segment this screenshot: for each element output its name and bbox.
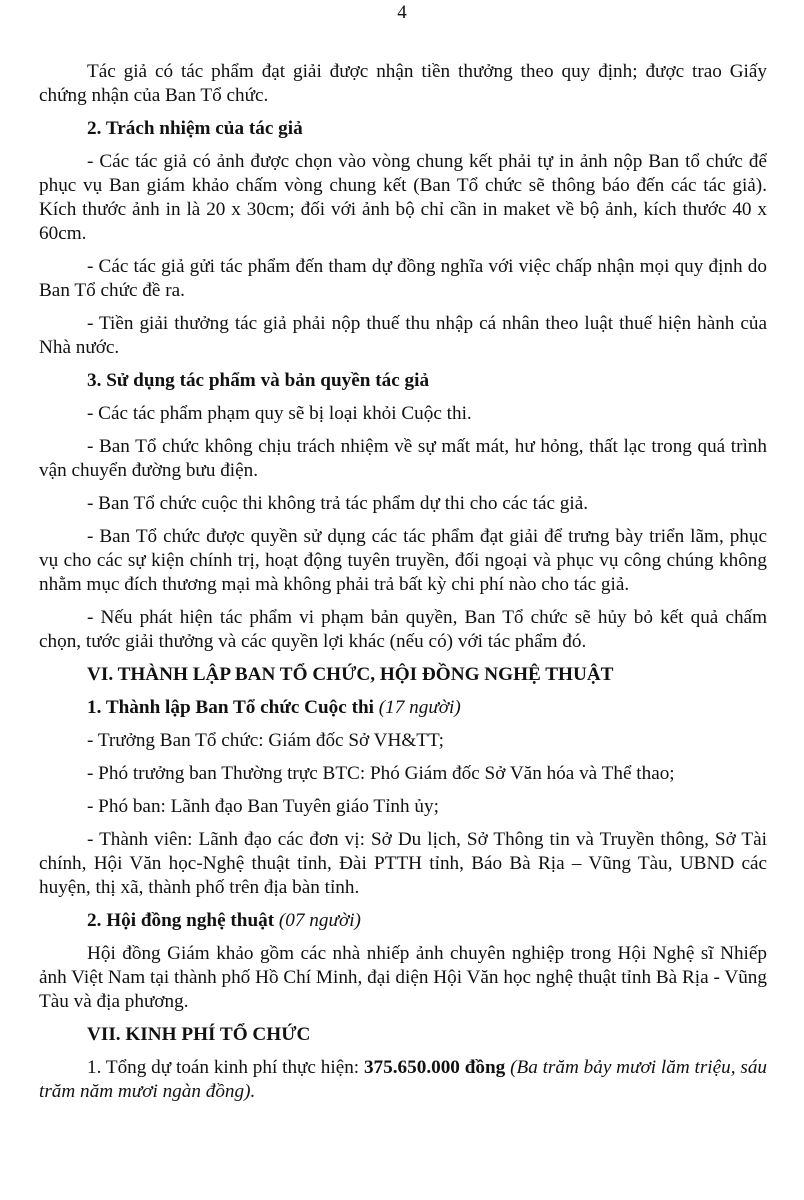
- budget-amount: 375.650.000 đồng: [363, 1057, 506, 1078]
- paragraph: - Các tác giả có ảnh được chọn vào vòng chung kết phải tự in ảnh nộp Ban tổ chức để phục vụ Ban giám khảo chấm vòng chung kết (Ban Tổ chức sẽ thông báo đến các tác giả). Kích thước ảnh in là 20 x 30cm; đối với ảnh bộ chỉ cần in maket về bộ ảnh, kích thước 40 x 60cm.: [39, 151, 767, 244]
- section-heading: [39, 696, 767, 720]
- section-heading: [39, 909, 767, 933]
- paragraph: - Nếu phát hiện tác phẩm vi phạm bản quyền, Ban Tổ chức sẽ hủy bỏ kết quả chấm chọn, tước giải thưởng và các quyền lợi khác (nếu có) với tác phẩm đó.: [39, 607, 767, 652]
- budget-label: 1. Tổng dự toán kinh phí thực hiện:: [87, 1057, 364, 1078]
- paragraph: - Phó ban: Lãnh đạo Ban Tuyên giáo Tỉnh ủy;: [87, 796, 439, 817]
- paragraph: - Thành viên: Lãnh đạo các đơn vị: Sở Du lịch, Sở Thông tin và Truyền thông, Sở Tài chính, Hội Văn học-Nghệ thuật tỉnh, Đài PTTH tỉnh, Báo Bà Rịa – Vũng Tàu, UBND các huyện, thị xã, thành phố trên địa bàn tỉnh.: [39, 829, 767, 898]
- heading-note: (07 người): [278, 910, 361, 931]
- paragraph: - Phó trưởng ban Thường trực BTC: Phó Giám đốc Sở Văn hóa và Thể thao;: [87, 763, 675, 784]
- heading-note: (17 người): [378, 697, 461, 718]
- heading-text: 2. Hội đồng nghệ thuật: [87, 910, 275, 931]
- budget-amount-words: (Ba trăm bảy mươi lăm triệu, sáu trăm năm mươi ngàn đồng).: [39, 1057, 768, 1102]
- page-number: 4: [397, 2, 407, 23]
- document-body: [39, 60, 767, 1113]
- paragraph: - Các tác phẩm phạm quy sẽ bị loại khỏi Cuộc thi.: [87, 403, 472, 424]
- paragraph: - Ban Tổ chức không chịu trách nhiệm về sự mất mát, hư hỏng, thất lạc trong quá trình vận chuyển đường bưu điện.: [39, 436, 767, 481]
- paragraph: - Trưởng Ban Tổ chức: Giám đốc Sở VH&TT;: [87, 730, 444, 751]
- paragraph: Tác giả có tác phẩm đạt giải được nhận tiền thưởng theo quy định; được trao Giấy chứng nhận của Ban Tổ chức.: [39, 61, 767, 106]
- paragraph: [39, 1056, 767, 1104]
- section-heading: 2. Trách nhiệm của tác giả: [87, 118, 303, 139]
- paragraph: - Ban Tổ chức cuộc thi không trả tác phẩm dự thi cho các tác giả.: [87, 493, 589, 514]
- paragraph: - Ban Tổ chức được quyền sử dụng các tác phẩm đạt giải để trưng bày triển lãm, phục vụ cho các sự kiện chính trị, hoạt động tuyên truyền, đối ngoại và phục vụ công chúng không nhằm mục đích thương mại mà không phải trả bất kỳ chi phí nào cho tác giả.: [39, 526, 767, 595]
- section-heading: 3. Sử dụng tác phẩm và bản quyền tác giả: [87, 370, 430, 391]
- paragraph: Hội đồng Giám khảo gồm các nhà nhiếp ảnh chuyên nghiệp trong Hội Nghệ sĩ Nhiếp ảnh Việt Nam tại thành phố Hồ Chí Minh, đại diện Hội Văn học nghệ thuật tỉnh Bà Rịa - Vũng Tàu và địa phương.: [39, 943, 767, 1012]
- chapter-heading: VII. KINH PHÍ TỔ CHỨC: [87, 1024, 311, 1045]
- paragraph: - Các tác giả gửi tác phẩm đến tham dự đồng nghĩa với việc chấp nhận mọi quy định do Ban Tổ chức đề ra.: [39, 256, 767, 301]
- paragraph: - Tiền giải thưởng tác giả phải nộp thuế thu nhập cá nhân theo luật thuế hiện hành của Nhà nước.: [39, 313, 767, 358]
- heading-text: 1. Thành lập Ban Tổ chức Cuộc thi: [87, 697, 374, 718]
- chapter-heading: VI. THÀNH LẬP BAN TỔ CHỨC, HỘI ĐỒNG NGHỆ THUẬT: [87, 664, 614, 685]
